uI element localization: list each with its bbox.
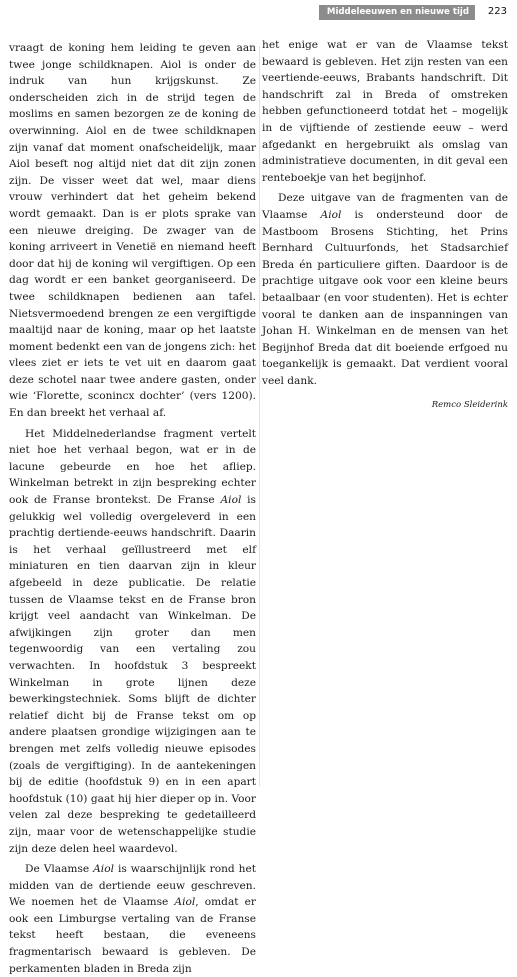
running-head: Middeleeuwen en nieuwe tijd <box>319 5 475 20</box>
paragraph: het enige wat er van de Vlaamse tekst bewaard is gebleven. Het zijn resten van een veertiende-eeuws, Brabants handschrift. Dit handschrift zal in Breda of omstreken hebben gefunctioneerd totdat het – mogelijk in de vijftiende of zestiende eeuw – werd afgedankt en hergebruikt als omslag van administratieve documenten, in dit geval een renteboekje van het begijnhof. <box>262 39 508 184</box>
page-number: 223 <box>487 6 507 17</box>
left-text-column <box>9 40 256 977</box>
paragraph: Deze uitgave van de fragmenten van de Vlaamse Aiol is ondersteund door de Mastboom Brosens Stichting, het Prins Bernhard Cultuurfonds, het Stadsarchief Breda én particuliere giften. Daardoor is de prachtige uitgave ook voor een kleine beurs betaalbaar (en voor studenten). Het is echter vooral te danken aan de inspanningen van Johan H. Winkelman en de mensen van het Begijnhof Breda dat dit boeiende erfgoed nu toegankelijk is gemaakt. Dat verdient vooral veel dank. <box>262 192 508 387</box>
paragraph: vraagt de koning hem leiding te geven aan twee jonge schildknapen. Aiol is onder de indruk van hun krijgskunst. Ze onderscheiden zich in de strijd tegen de moslims en samen bezorgen ze de koning de overwinning. Aiol en de twee schildknapen zijn vanaf dat moment onafscheidelijk, maar Aiol beseft nog altijd niet dat dit zijn zonen zijn. De visser weet dat wel, maar diens vrouw verhindert dat het geheim bekend wordt gemaakt. Dan is er plots sprake van een nieuwe dreiging. De zwager van de koning arriveert in Venetië en niemand heeft door dat hij de koning wil vergiftigen. Op een dag wordt er een banket georganiseerd. De twee schildknapen bedienen aan tafel. Nietsvermoedend brengen ze een vergiftigde maaltijd naar de koning, maar op het laatste moment bedenkt een van de jongens zich: het vlees ziet er iets te vet uit en daarom gaat deze schotel naar twee andere gasten, onder wie ‘Florette, sconincx dochter’ (vers 1200). En dan breekt het verhaal af. <box>9 42 256 420</box>
page-header <box>0 0 517 22</box>
paragraph: De Vlaamse Aiol is waarschijnlijk rond het midden van de dertiende eeuw geschreven. We noemen het de Vlaamse Aiol, omdat er ook een Limburgse vertaling van de Franse tekst heeft bestaan, die eveneens fragmentarisch bewaard is gebleven. De perkamenten bladen in Breda zijn <box>9 863 257 975</box>
column-divider <box>259 46 260 786</box>
right-text-column <box>262 37 508 411</box>
paragraph: Het Middelnederlandse fragment vertelt niet hoe het verhaal begon, wat er in de lacune gebeurde en hoe het afliep. Winkelman betrekt in zijn bespreking echter ook de Franse brontekst. De Franse Aiol is gelukkig wel volledig overgeleverd in een prachtig dertiende-eeuws handschrift. Daarin is het verhaal geïllustreerd met elf miniaturen en tien daarvan zijn in kleur afgebeeld in deze publicatie. De relatie tussen de Vlaamse tekst en de Franse bron krijgt veel aandacht van Winkelman. De afwijkingen zijn groter dan men tegenwoordig van een vertaling zou verwachten. In hoofdstuk 3 bespreekt Winkelman in grote lijnen deze bewerkingstechniek. Soms blijft de dichter relatief dicht bij de Franse tekst om op andere plaatsen grondige wijzigingen aan te brengen met zelfs volledig nieuwe episodes (zoals de vergiftiging). In de aantekeningen bij de editie (hoofdstuk 9) en in een apart hoofdstuk (10) gaat hij hier dieper op in. Voor velen zal deze bespreking te gedetailleerd zijn, maar voor de wetenschappelijke studie zijn deze delen heel waardevol. <box>9 427 256 855</box>
author-signature: Remco Sleiderink <box>431 400 508 411</box>
